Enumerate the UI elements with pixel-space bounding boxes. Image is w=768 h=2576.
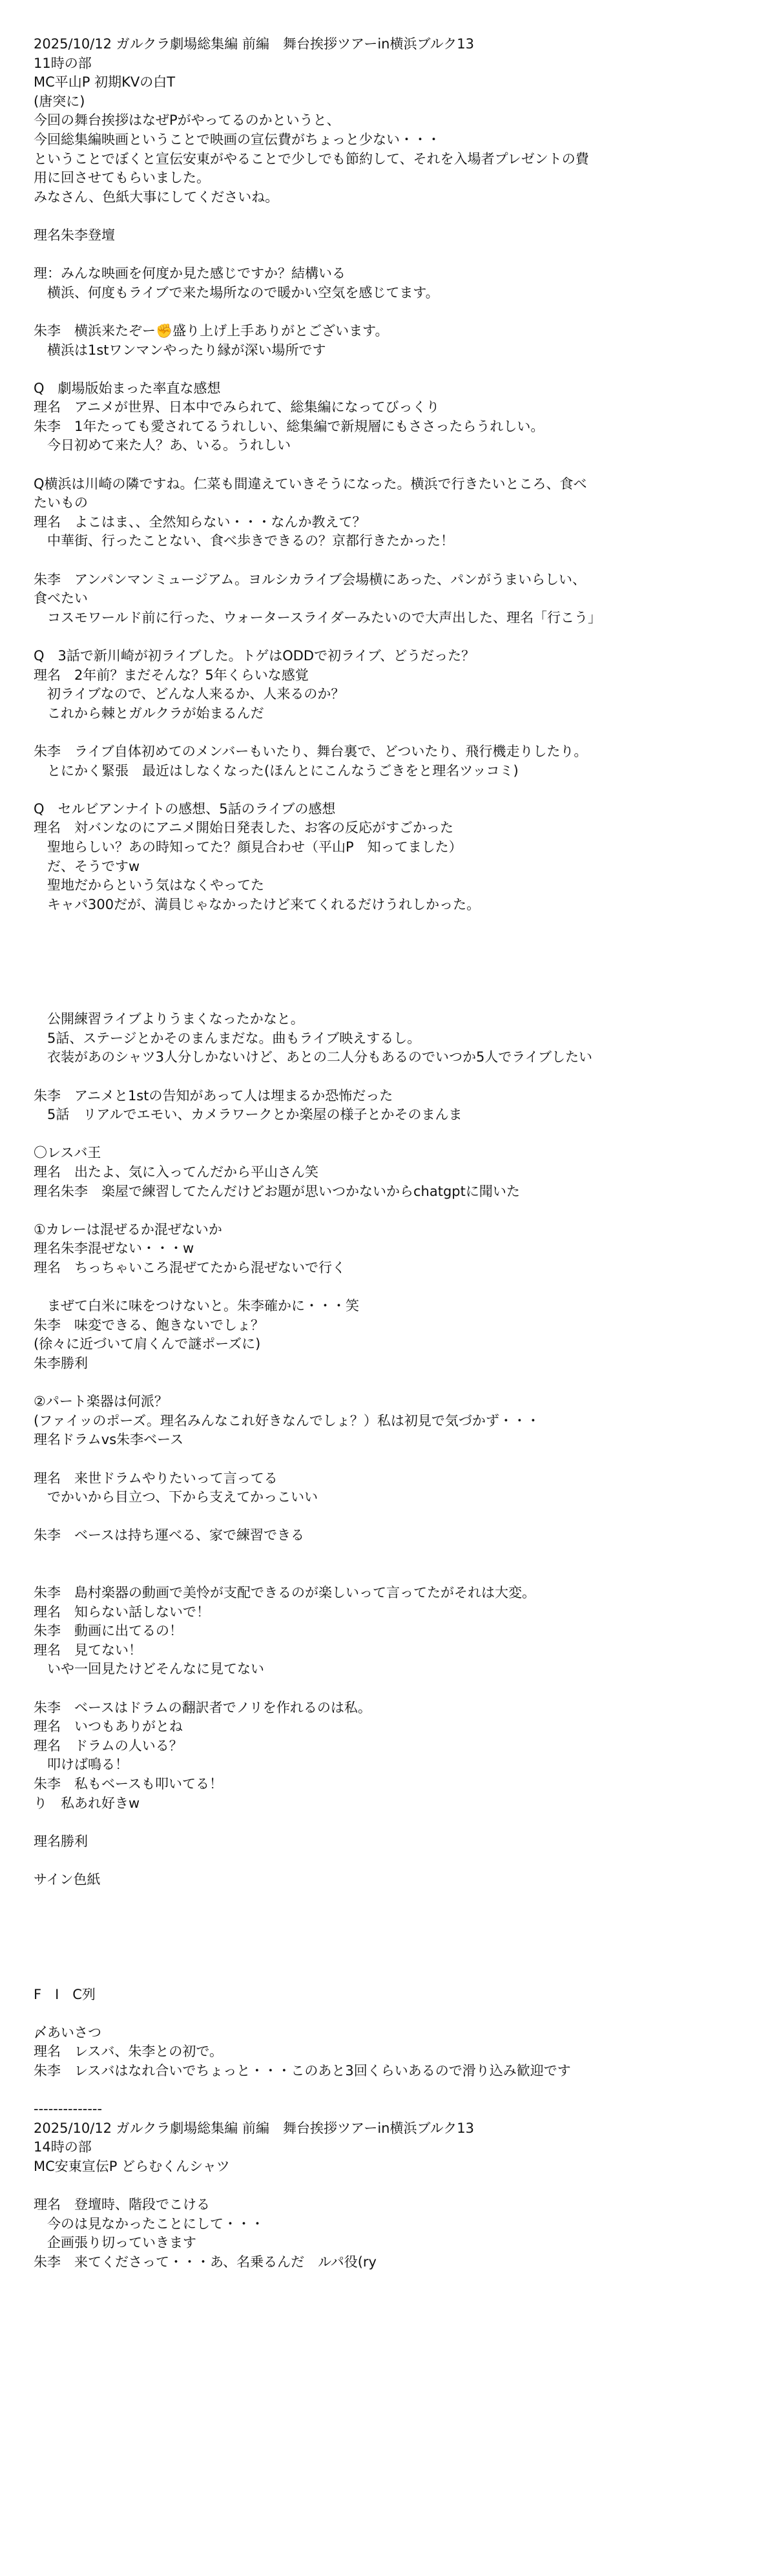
text-line: とにかく緊張 最近はしなくなった(ほんとにこんなうごきをと理名ツッコミ): [34, 762, 519, 779]
text-line: 理名 知らない話しないで！: [34, 1604, 210, 1620]
text-line: 理名勝利: [34, 1833, 88, 1849]
text-line: --------------: [34, 2101, 103, 2117]
text-line: 企画張り切っていきます: [34, 2235, 196, 2251]
text-line: 理名 登壇時、階段でこける: [34, 2197, 210, 2213]
text-line: 14時の部: [34, 2139, 92, 2155]
text-line: (唐突に): [34, 93, 85, 109]
text-line: 理名朱李登壇: [34, 227, 115, 243]
text-line: 公開練習ライブよりうまくなったかなと。: [34, 1011, 304, 1027]
text-line: 理名朱李混ぜない・・・w: [34, 1241, 194, 1257]
text-line: [34, 551, 742, 571]
text-line: 理名 ちっちゃいころ混ぜてたから混ぜないで行く: [34, 1260, 346, 1275]
text-line: [34, 1067, 742, 1087]
text-line: Q 3話で新川崎が初ライブした。トゲはODDで初ライブ、どうだった？: [34, 648, 475, 664]
text-line: コスモワールド前に行った、ウォータースライダーみたいので大声出した、理名「行こう」: [34, 609, 602, 625]
text-line: [34, 1374, 742, 1393]
text-line: 5話 リアルでエモい、カメラワークとか楽屋の様子とかそのまんま: [34, 1107, 462, 1123]
text-line: 理名ドラムvs朱李ベース: [34, 1432, 184, 1448]
text-line: 2025/10/12 ガルクラ劇場総集編 前編 舞台挨拶ツアーin横浜ブルク13: [34, 2120, 474, 2136]
text-line: みなさん、色紙大事にしてくださいね。: [34, 189, 279, 205]
text-line: [34, 1565, 742, 1584]
text-line: 今回総集編映画ということで映画の宣伝費がちょっと少ない・・・: [34, 131, 441, 147]
text-line: 2025/10/12 ガルクラ劇場総集編 前編 舞台挨拶ツアーin横浜ブルク13: [34, 36, 474, 52]
text-line: 中華街、行ったことない、食べ歩きできるの？京都行きたかった！: [34, 533, 454, 549]
text-line: 横浜は1stワンマンやったり縁が深い場所です: [34, 342, 326, 358]
text-line: [34, 456, 742, 475]
text-line: 理名 よこはま、、全然知らない・・・なんか教えて？: [34, 514, 366, 530]
text-line: 初ライブなので、どんな人来るか、人来るのか？: [34, 686, 345, 702]
text-line: [34, 1947, 742, 1966]
text-line: 朱李 ベースは持ち運べる、家で練習できる: [34, 1527, 304, 1544]
text-line: ①カレーは混ぜるか混ぜないか: [34, 1221, 222, 1237]
text-line: サイン色紙: [34, 1872, 101, 1887]
text-line: Q横浜は川崎の隣ですね。仁菜も間違えていきそうになった。横浜で行きたいところ、食べ: [34, 476, 587, 492]
text-line: 理名 ドラムの人いる？: [34, 1737, 183, 1754]
text-line: 叩けば鳴る！: [34, 1757, 129, 1773]
text-line: でかいから目立つ、下から支えてかっこいい: [34, 1489, 318, 1505]
text-line: 今のは見なかったことにして・・・: [34, 2215, 264, 2232]
text-line: 朱李 レスバはなれ合いでちょっと・・・このあと3回くらいあるので滑り込み歓迎です: [34, 2062, 571, 2079]
text-line: 横浜、何度もライブで来た場所なので暖かい空気を感じてます。: [34, 284, 439, 300]
text-line: 用に回させてもらいました。: [34, 170, 210, 186]
text-line: [34, 1125, 742, 1144]
text-line: [34, 302, 742, 322]
text-line: 食べたい: [34, 591, 88, 607]
text-line: [34, 1278, 742, 1297]
text-line: 朱李 味変できる、飽きないでしょ？: [34, 1317, 264, 1333]
text-line: だ、そうですw: [34, 858, 140, 874]
text-line: Q セルビアンナイトの感想、5話のライブの感想: [34, 801, 336, 817]
text-line: 朱李 横浜来たぞー✊盛り上げ上手ありがとございます。: [34, 322, 389, 339]
text-line: [34, 2081, 742, 2100]
text-line: 朱李 アニメと1stの告知があって人は埋まるか恐怖だった: [34, 1087, 393, 1104]
text-line: [34, 934, 742, 953]
text-line: [34, 1450, 742, 1469]
text-line: 今日初めて来た人？あ、いる。うれしい: [34, 437, 291, 454]
text-line: 朱李 1年たっても愛されてるうれしい、総集編で新規層にもささったらうれしい。: [34, 418, 545, 434]
text-line: キャパ300だが、満員じゃなかったけど来てくれるだけうれしかった。: [34, 896, 481, 912]
text-line: 朱李 動画に出てるの！: [34, 1623, 183, 1639]
text-line: [34, 972, 742, 991]
text-line: [34, 1679, 742, 1699]
text-line: [34, 627, 742, 647]
text-line: [34, 1201, 742, 1220]
text-line: 〇レスバ王: [34, 1145, 101, 1161]
text-line: [34, 1813, 742, 1832]
text-line: 聖地だからという気はなくやってた: [34, 877, 264, 894]
text-line: MC平山P 初期KVの白T: [34, 74, 176, 90]
text-line: 今回の舞台挨拶はなぜPがやってるのかというと、: [34, 112, 340, 129]
text-line: 理名 2年前？まだそんな？5年くらいな感覚: [34, 667, 309, 683]
text-line: [34, 1909, 742, 1928]
text-line: [34, 1851, 742, 1870]
text-line: 理名 対バンなのにアニメ開始日発表した、お客の反応がすごかった: [34, 820, 453, 836]
text-line: [34, 780, 742, 800]
text-line: [34, 1966, 742, 1985]
text-line: ということでぼくと宣伝安東がやることで少しでも節約して、それを入場者プレゼントの費: [34, 151, 589, 167]
text-line: 朱李 来てくださって・・・あ、名乗るんだ ルパ役(ry: [34, 2254, 377, 2270]
text-line: 朱李 島村楽器の動画で美怜が支配できるのが楽しいって言ってたがそれは大変。: [34, 1585, 535, 1601]
text-line: これから棘とガルクラが始まるんだ: [34, 705, 264, 721]
text-line: [34, 1507, 742, 1527]
text-line: [34, 2004, 742, 2024]
text-line: [34, 1890, 742, 1909]
text-line: いや一回見たけどそんなに見てない: [34, 1661, 264, 1677]
text-line: Q 劇場版始まった率直な感想: [34, 380, 221, 396]
text-line: [34, 953, 742, 972]
text-line: 朱李 私もベースも叩いてる！: [34, 1776, 223, 1792]
text-line: 朱李 ベースはドラムの翻訳者でノリを作れるのは私。: [34, 1699, 371, 1715]
text-line: 理：みんな映画を何度か見た感じですか？結構いる: [34, 266, 346, 282]
text-line: 11時の部: [34, 55, 92, 71]
text-line: [34, 246, 742, 265]
text-line: [34, 360, 742, 379]
text-line: まぜて白米に味をつけないと。朱李確かに・・・笑: [34, 1298, 359, 1314]
text-line: り 私あれ好きw: [34, 1795, 140, 1811]
text-line: [34, 991, 742, 1011]
text-line: (ファイッのポーズ。理名みんなこれ好きなんでしょ？）私は初見で気づかず・・・: [34, 1412, 540, 1429]
text-line: 理名朱李 楽屋で練習してたんだけどお題が思いつかないからchatgptに聞いた: [34, 1183, 520, 1199]
text-line: 理名 来世ドラムやりたいって言ってる: [34, 1470, 278, 1486]
text-line: [34, 1545, 742, 1565]
text-line: 朱李 アンパンマンミュージアム。ヨルシカライブ会場横にあった、パンがうまいらしい、: [34, 571, 586, 587]
text-line: 朱李勝利: [34, 1355, 88, 1371]
text-line: 理名 アニメが世界、日本中でみられて、総集編になってびっくり: [34, 399, 440, 415]
text-line: [34, 207, 742, 226]
text-line: 衣装があのシャツ3人分しかないけど、あとの二人分もあるのでいつか5人でライブしたい: [34, 1049, 593, 1065]
text-line: 理名 出たよ、気に入ってんだから平山さん笑: [34, 1164, 318, 1180]
text-line: [34, 1928, 742, 1947]
text-line: 理名 いつもありがとね: [34, 1719, 183, 1735]
text-line: 〆あいさつ: [34, 2024, 101, 2040]
text-line: F I C列: [34, 1986, 96, 2002]
text-line: 理名 見てない！: [34, 1642, 142, 1658]
text-line: 理名 レスバ、朱李との初で。: [34, 2044, 223, 2060]
text-line: たいもの: [34, 495, 88, 511]
text-line: 聖地らしい？あの時知ってた？顔見合わせ（平山P 知ってました）: [34, 839, 462, 855]
text-line: 5話、ステージとかそのまんまだな。曲もライブ映えするし。: [34, 1030, 421, 1046]
text-line: ②パート楽器は何派？: [34, 1394, 168, 1410]
text-line: [34, 2177, 742, 2196]
text-line: (徐々に近づいて肩くんで謎ポーズに): [34, 1336, 261, 1352]
text-line: [34, 723, 742, 742]
text-line: [34, 914, 742, 934]
text-line: MC安東宣伝P どらむくんシャツ: [34, 2158, 230, 2174]
text-line: 朱李 ライブ自体初めてのメンバーもいたり、舞台裏で、どついたり、飛行機走りしたり。: [34, 743, 588, 759]
